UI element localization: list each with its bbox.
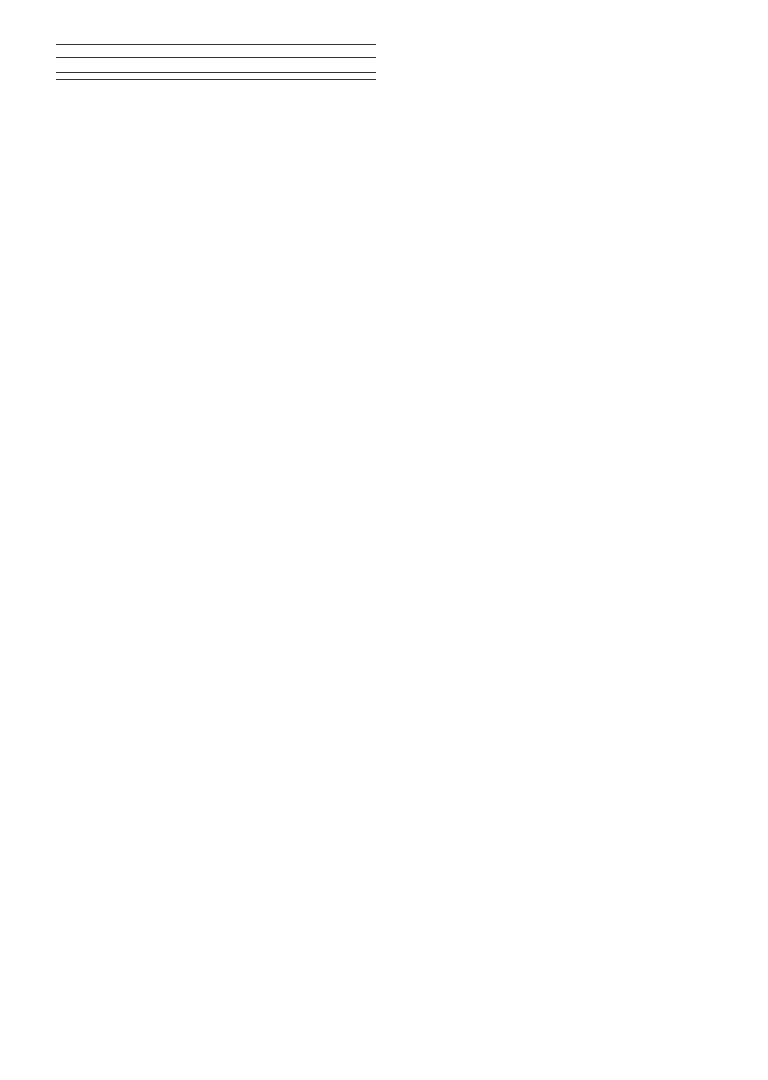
rietveld-chart — [60, 675, 380, 985]
figure-7 — [395, 66, 720, 286]
table-2 — [56, 38, 376, 80]
xrd-chart — [395, 752, 720, 985]
running-header — [53, 12, 715, 26]
tga-chart — [395, 66, 720, 286]
figure-8 — [395, 752, 720, 985]
figure-6 — [60, 675, 380, 985]
left-column-text — [56, 202, 376, 208]
right-column-text — [397, 348, 717, 352]
